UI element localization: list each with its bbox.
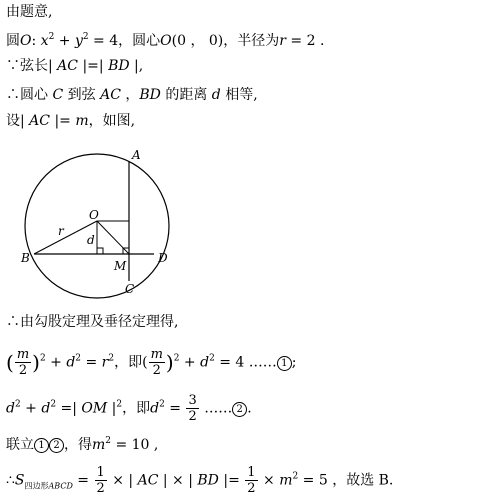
segment-om <box>97 221 129 254</box>
circled-number-2: 2 <box>232 402 247 417</box>
fraction <box>245 465 257 496</box>
t: 2 <box>108 353 115 364</box>
line-6 <box>6 312 178 332</box>
t: 联立 <box>6 437 34 453</box>
t: + <box>54 33 75 49</box>
t: …… <box>199 400 233 417</box>
t: 相等, <box>220 87 258 103</box>
label-d: D <box>158 251 168 265</box>
t: ABCD <box>48 481 73 491</box>
t: AC <box>29 113 50 129</box>
label-r: r <box>58 224 64 238</box>
label-d-distance: d <box>87 233 95 247</box>
t: 2 <box>188 409 197 424</box>
t: r <box>279 33 286 49</box>
label-o: O <box>89 208 99 222</box>
t: ) <box>165 350 174 375</box>
t: AC <box>57 58 78 74</box>
t: 1 <box>247 465 256 480</box>
t: S <box>14 472 25 489</box>
t: 2 <box>152 363 161 378</box>
t: ， <box>120 87 140 103</box>
t: x <box>40 33 49 49</box>
t: 2 <box>292 471 299 482</box>
fraction <box>149 347 165 378</box>
t: |= <box>50 113 76 129</box>
t: |, <box>129 58 144 74</box>
t: ∵弦长| <box>6 58 58 74</box>
fraction <box>15 347 31 378</box>
t: C <box>52 87 64 103</box>
t: m <box>150 347 163 362</box>
t: d <box>150 400 160 417</box>
t: : <box>31 33 41 49</box>
t: BD <box>108 58 130 74</box>
t: |= <box>218 472 245 489</box>
t: 2 <box>50 399 57 410</box>
t: BD <box>139 87 161 103</box>
t: m <box>75 113 89 129</box>
t: 2 <box>105 436 112 446</box>
circled-number-1: 1 <box>277 356 292 371</box>
t: d <box>66 354 76 371</box>
t: 2 <box>173 353 180 364</box>
t: d <box>211 87 221 103</box>
t: m <box>279 472 293 489</box>
t: m <box>92 437 106 453</box>
t: = 2 . <box>285 33 325 49</box>
t: ; <box>291 354 297 371</box>
t: . <box>247 400 252 417</box>
fraction <box>95 465 107 496</box>
t: ，即 <box>122 400 151 417</box>
t: O <box>160 33 172 49</box>
t: (0 ， 0)，半径为 <box>171 33 280 49</box>
t: | × | <box>158 472 198 489</box>
t: AC <box>100 87 121 103</box>
line-8 <box>6 393 252 424</box>
t: 2 <box>48 32 55 42</box>
t: 设| <box>6 113 30 129</box>
circled-number-2: 2 <box>49 438 64 453</box>
t: 2 <box>116 399 123 410</box>
t: 2 <box>159 399 165 410</box>
t: 由题意, <box>6 4 53 20</box>
t: y <box>74 33 83 49</box>
t: 2 <box>75 353 82 364</box>
t: ∴由勾股定理及垂径定理得, <box>6 314 179 330</box>
right-angle-mark-1 <box>97 248 103 254</box>
t: = 4，圆心 <box>88 33 161 49</box>
t: OM <box>81 400 108 417</box>
t: 的距离 <box>160 87 212 103</box>
t: 四边形 <box>24 481 49 491</box>
t: 2 <box>209 353 215 364</box>
t: + <box>179 354 201 371</box>
t: 1 <box>96 465 105 480</box>
t: = <box>81 354 102 371</box>
label-m: M <box>114 259 127 273</box>
t: d <box>6 400 15 417</box>
t: 2 <box>247 481 256 496</box>
t: r <box>101 354 109 371</box>
t: d <box>200 354 210 371</box>
t: m <box>16 347 30 362</box>
t: = 4 …… <box>214 354 277 371</box>
t: ，如图, <box>88 113 136 129</box>
t: 圆 <box>6 33 20 49</box>
t: = 10 , <box>111 437 159 453</box>
circled-number-1: 1 <box>34 438 49 453</box>
fraction <box>186 393 198 424</box>
label-c: C <box>125 282 135 296</box>
t: =| <box>56 400 82 417</box>
t: = <box>164 400 186 417</box>
line-10 <box>6 465 393 496</box>
t: × <box>258 472 280 489</box>
t: 到弦 <box>63 87 101 103</box>
t: + <box>45 354 67 371</box>
t: ) <box>32 350 40 375</box>
line-7 <box>6 347 297 378</box>
t: 3 <box>188 393 197 408</box>
t: 2 <box>14 399 21 410</box>
t: ∴ <box>6 472 15 489</box>
t: AC <box>137 472 159 489</box>
t: ，即( <box>114 354 148 371</box>
label-b: B <box>21 251 30 265</box>
t: |=| <box>78 58 109 74</box>
t: BD <box>197 472 219 489</box>
t: + <box>20 400 42 417</box>
t: d <box>41 400 51 417</box>
t: | <box>107 400 117 417</box>
t: = 5 ，故选 B. <box>298 472 394 489</box>
t: 2 <box>82 32 89 42</box>
t: ( <box>6 350 14 375</box>
t: ，得 <box>64 437 92 453</box>
t: ∴圆心 <box>6 87 53 103</box>
line-9 <box>6 431 158 455</box>
t: 2 <box>96 481 105 496</box>
label-a: A <box>132 148 141 162</box>
t: O <box>20 33 32 49</box>
t: = <box>72 472 94 489</box>
t: × | <box>107 472 138 489</box>
t: 2 <box>18 363 28 378</box>
t: 2 <box>39 353 46 364</box>
